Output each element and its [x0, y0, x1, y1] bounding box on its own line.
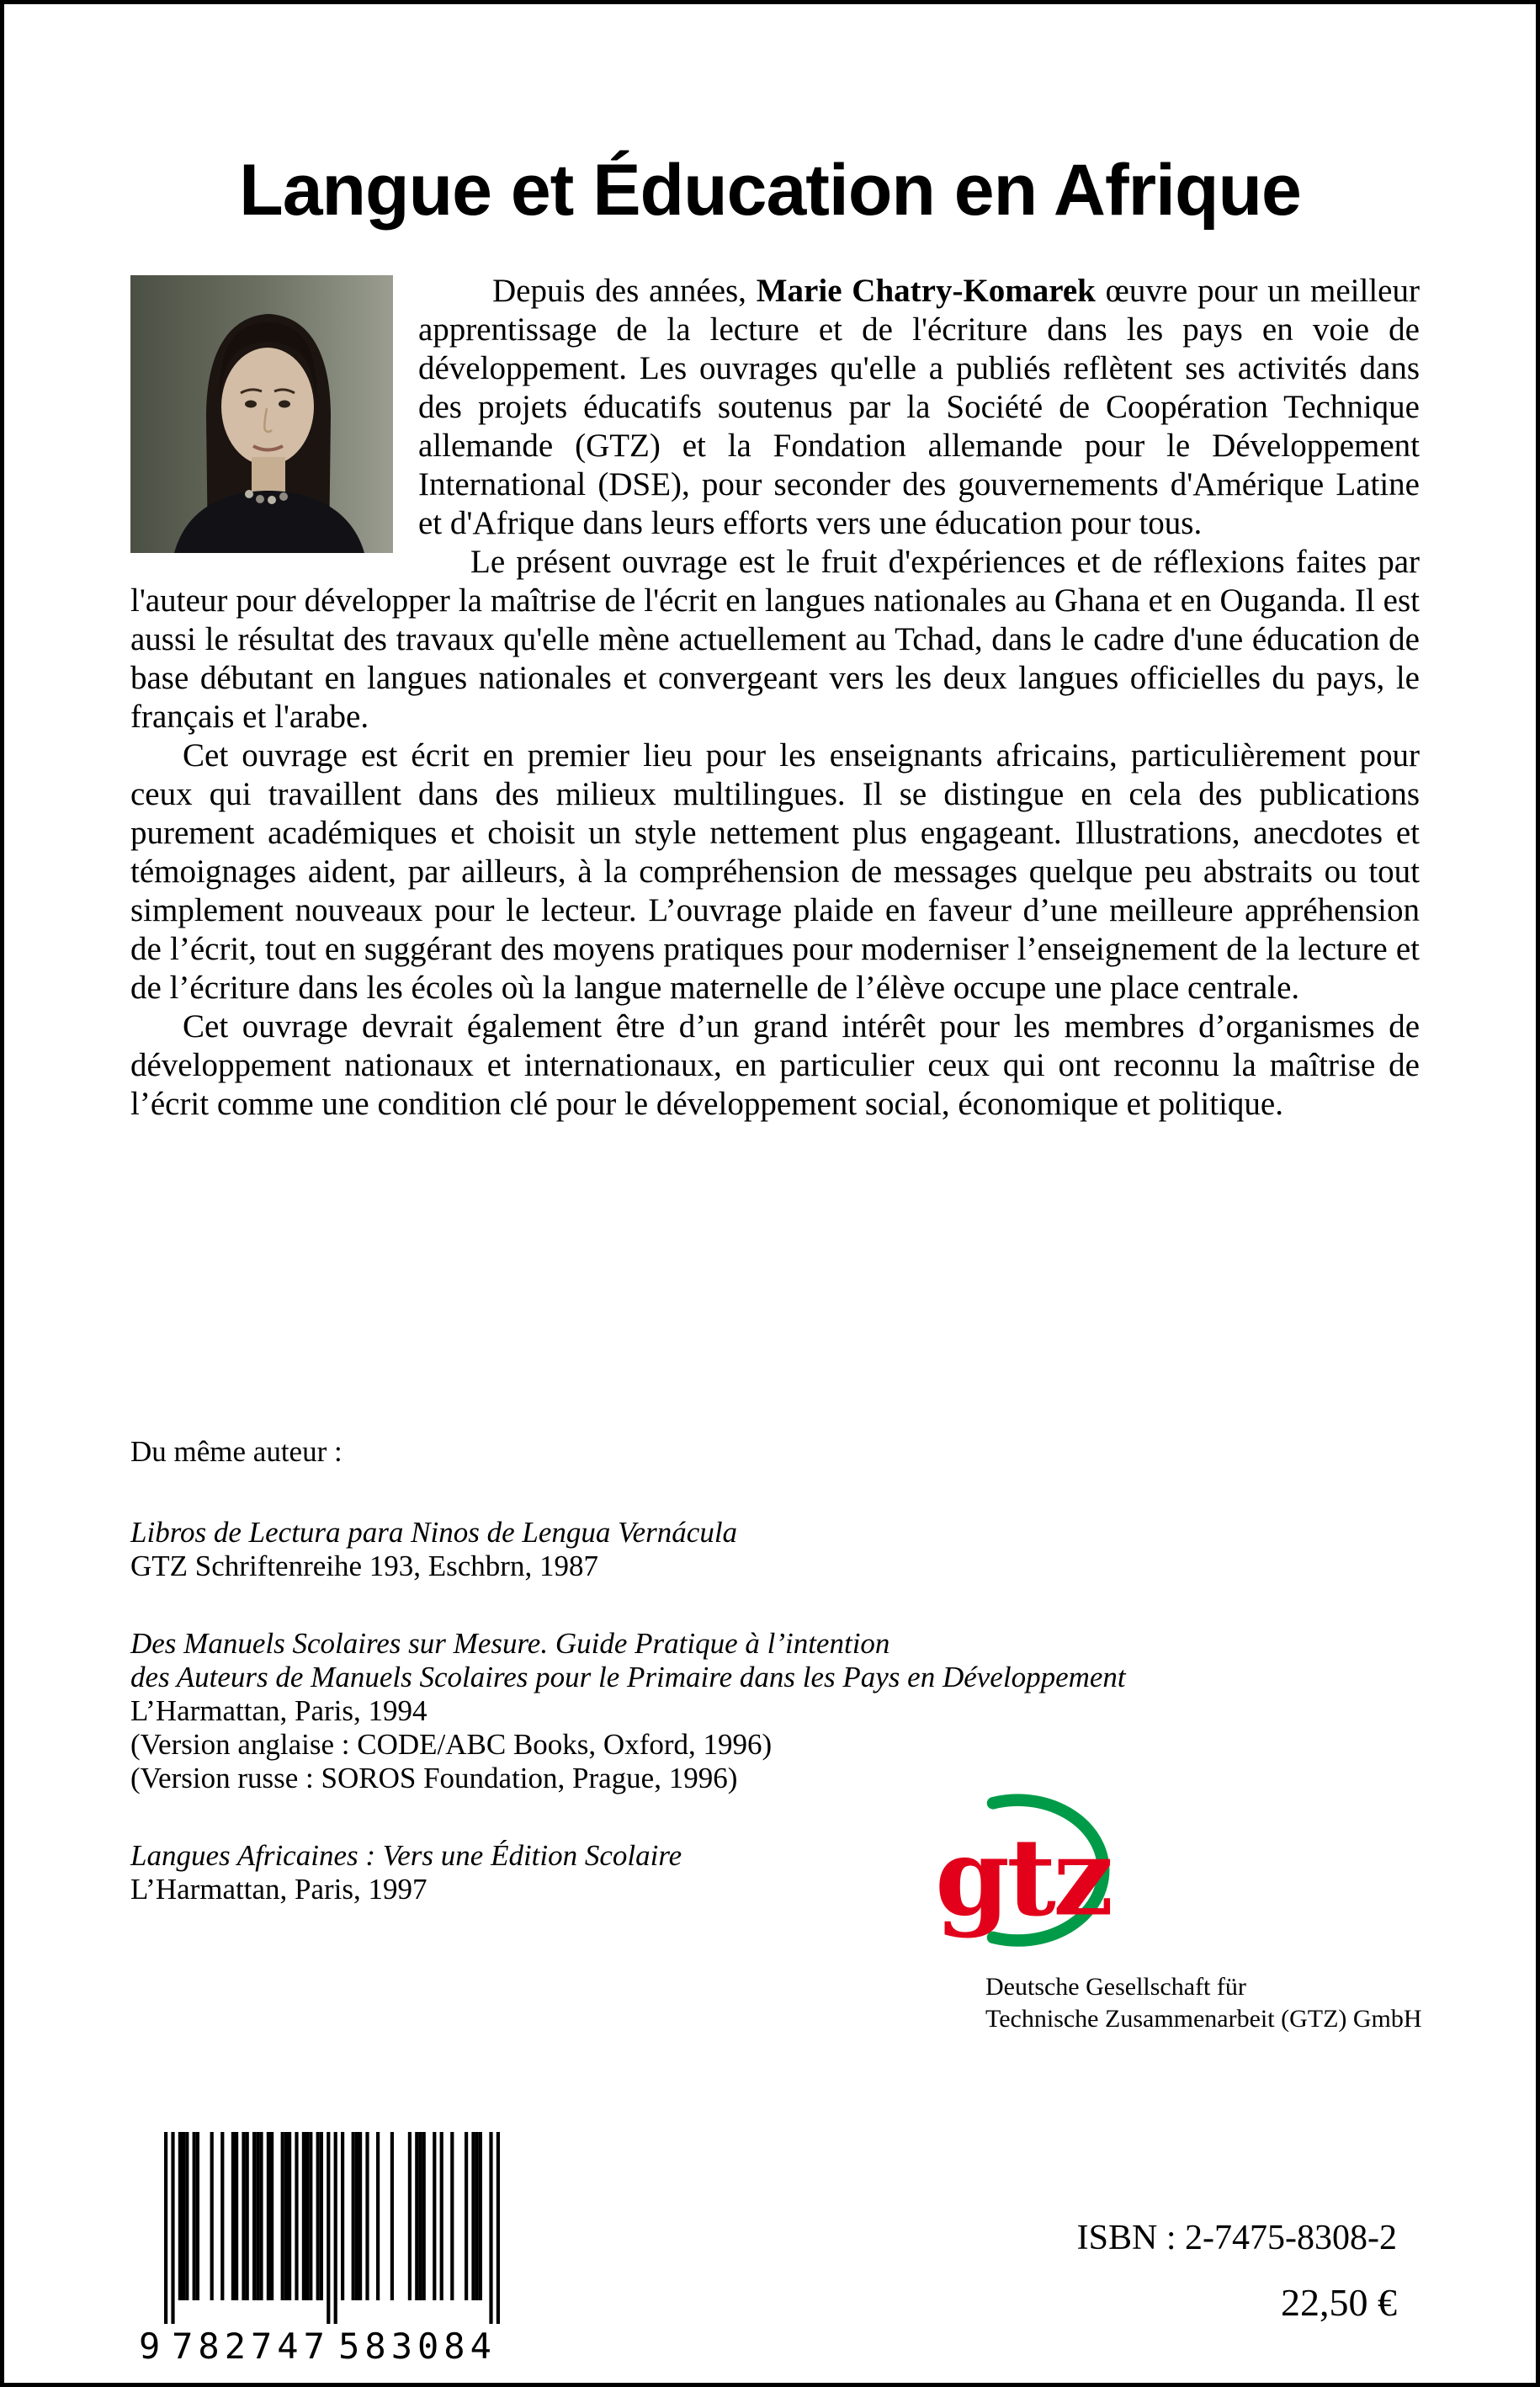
- intro-text-before: Depuis des années,: [492, 273, 757, 309]
- book-entry-detail: GTZ Schriftenreihe 193, Eschbrn, 1987: [130, 1550, 598, 1582]
- main-text: [130, 272, 1420, 1124]
- book-entry-detail: L’Harmattan, Paris, 1997: [130, 1873, 427, 1906]
- price-text: 22,50 €: [1281, 2281, 1397, 2324]
- gtz-logo: [903, 1784, 1132, 1958]
- book-entry-detail: (Version russe : SOROS Foundation, Prague, 1996): [130, 1762, 738, 1794]
- book-entry-detail: (Version anglaise : CODE/ABC Books, Oxford, 1996): [130, 1728, 773, 1761]
- book-entry-title: des Auteurs de Manuels Scolaires pour le Primaire dans les Pays en Développement: [130, 1661, 1126, 1693]
- gtz-logo-text: gtz: [935, 1814, 1111, 1940]
- paragraph-2: Le présent ouvrage est le fruit d'expériences et de réflexions faites par l'auteur pour développer la maîtrise de l'écrit en langues nationales au Ghana et en Ouganda. Il est aussi le résultat des travaux qu'elle mène actuellement au Tchad, dans le cadre d'une éducation de base débutant en langues nationales et convergeant vers les deux langues officielles du pays, le français et l'arabe.: [130, 544, 1420, 735]
- author-photo: [130, 275, 393, 553]
- paragraph-4: Cet ouvrage devrait également être d’un grand intérêt pour les membres d’organismes de développement nationaux et internationaux, en particulier ceux qui ont reconnu la maîtrise de l’écrit comme une condition clé pour le développement social, économique et politique.: [130, 1008, 1420, 1122]
- book-entry: [130, 1627, 1126, 1795]
- book-entry-title: Libros de Lectura para Ninos de Lengua Vernácula: [130, 1516, 738, 1549]
- publisher-name-line: Deutsche Gesellschaft für: [985, 1973, 1246, 2001]
- book-title: Langue et Éducation en Afrique: [239, 150, 1301, 231]
- isbn-text: ISBN : 2-7475-8308-2: [1076, 2219, 1397, 2257]
- barcode-digits: [139, 2326, 501, 2367]
- author-name: Marie Chatry-Komarek: [756, 273, 1096, 309]
- book-entry-title: Langues Africaines : Vers une Édition Scolaire: [130, 1839, 682, 1872]
- publisher-name-line: Technische Zusammenarbeit (GTZ) GmbH: [985, 2005, 1422, 2033]
- barcode-digit-group: 583084: [338, 2326, 497, 2367]
- book-entry-title: Des Manuels Scolaires sur Mesure. Guide Pratique à l’intention: [130, 1627, 890, 1660]
- publisher-name: [985, 1971, 1435, 2035]
- barcode-digit-group: 9: [139, 2326, 161, 2367]
- publisher-block: [896, 1784, 1435, 2035]
- paragraph-3: Cet ouvrage est écrit en premier lieu pour les enseignants africains, particulièrement pour ceux qui travaillent dans des milieux multilingues. Il se distingue en cela des publications purement académiques et choisit un style nettement plus engageant. Illustrations, anecdotes et témoignages aident, par ailleurs, à la compréhension de messages quelque peu abstraits ou tout simplement nouveaux pour le lecteur. L’ouvrage plaide en faveur d’une meilleure appréhension de l’écrit, tout en suggérant des moyens pratiques pour moderniser l’enseignement de la lecture et de l’écriture dans les écoles où la langue maternelle de l’élève occupe une place centrale.: [130, 737, 1420, 1006]
- intro-text-after: œuvre pour un meilleur apprentissage de la lecture et de l'écriture dans les pays en voie de développement. Les ouvrages qu'elle a publiés reflètent ses activités dans des projets éducatifs soutenus par la Société de Coopération Technique allemande (GTZ) et la Fondation allemande pour le Développement International (DSE), pour seconder des gouvernements d'Amérique Latine et d'Afrique dans leurs efforts vers une éducation pour tous.: [418, 273, 1420, 541]
- book-entry: [130, 1516, 1126, 1583]
- barcode-bars: [164, 2132, 500, 2324]
- other-works-heading: Du même auteur :: [130, 1435, 343, 1468]
- barcode-digit-group: 782747: [172, 2326, 330, 2367]
- barcode: [139, 2132, 501, 2367]
- isbn-price-block: [1077, 2218, 1397, 2325]
- book-entry-detail: L’Harmattan, Paris, 1994: [130, 1694, 427, 1727]
